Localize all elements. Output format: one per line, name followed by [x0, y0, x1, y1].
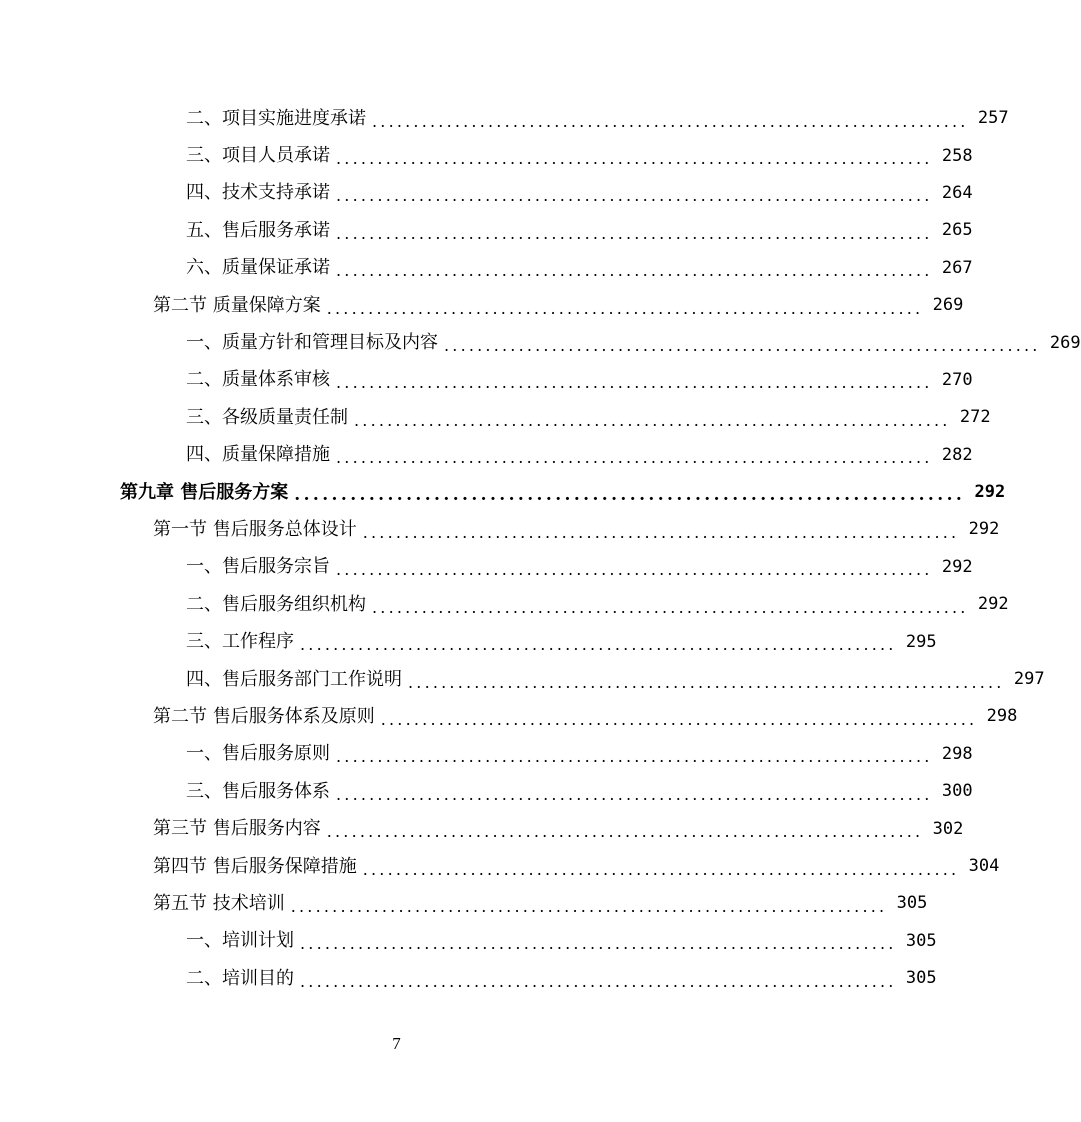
toc-entry[interactable]	[0, 324, 1081, 361]
toc-entry[interactable]	[0, 287, 964, 324]
toc-dot-leader: ........................................................................	[300, 971, 897, 991]
toc-dot-leader: ........................................................................	[290, 896, 888, 916]
toc-entry[interactable]	[0, 399, 991, 436]
toc-dot-leader: ........................................................................	[380, 709, 978, 729]
toc-entry-page: 292	[968, 519, 1000, 540]
toc-entry[interactable]	[0, 250, 973, 287]
toc-entry[interactable]	[0, 437, 973, 474]
toc-dot-leader: ........................................................................	[372, 597, 969, 617]
toc-entry-title: 一、售后服务原则	[186, 743, 330, 765]
toc-entry-title: 第二节 质量保障方案	[153, 294, 321, 316]
toc-dot-leader: ........................................................................	[294, 485, 966, 506]
toc-entry[interactable]	[0, 212, 973, 249]
toc-entry[interactable]	[0, 474, 1006, 511]
toc-dot-leader: ........................................................................	[408, 672, 1005, 692]
toc-entry-title: 四、售后服务部门工作说明	[186, 668, 402, 690]
toc-entry-page: 267	[941, 257, 973, 278]
toc-entry-page: 297	[1013, 669, 1045, 690]
toc-entry-page: 292	[974, 482, 1006, 503]
toc-entry-page: 282	[941, 444, 973, 465]
toc-entry-title: 第五节 技术培训	[153, 892, 285, 914]
toc-entry[interactable]	[0, 960, 937, 997]
toc-entry-page: 257	[977, 108, 1009, 129]
toc-entry-page: 258	[941, 145, 973, 166]
toc-dot-leader: ........................................................................	[336, 560, 933, 580]
toc-entry-page: 265	[941, 220, 973, 241]
toc-entry-title: 三、售后服务体系	[186, 780, 330, 802]
toc-entry-title: 第一节 售后服务总体设计	[153, 518, 357, 540]
toc-entry[interactable]	[0, 586, 1009, 623]
toc-entry[interactable]	[0, 623, 937, 660]
toc-entry-title: 五、售后服务承诺	[186, 219, 330, 241]
toc-entry-page: 305	[896, 893, 928, 914]
toc-entry-title: 三、各级质量责任制	[186, 406, 348, 428]
table-of-contents	[0, 100, 1081, 997]
toc-dot-leader: ........................................................................	[326, 298, 924, 318]
toc-entry-title: 二、质量体系审核	[186, 369, 330, 391]
toc-entry-title: 第二节 售后服务体系及原则	[153, 705, 375, 727]
toc-entry-title: 第九章 售后服务方案	[120, 481, 289, 503]
toc-entry-title: 第三节 售后服务内容	[153, 818, 321, 840]
toc-dot-leader: ........................................................................	[336, 784, 933, 804]
toc-dot-leader: ........................................................................	[444, 336, 1041, 356]
toc-entry-page: 305	[905, 930, 937, 951]
toc-dot-leader: ........................................................................	[362, 859, 960, 879]
toc-entry-title: 二、售后服务组织机构	[186, 593, 366, 615]
toc-entry-title: 一、售后服务宗旨	[186, 556, 330, 578]
toc-entry-page: 270	[941, 369, 973, 390]
toc-entry-page: 269	[1049, 332, 1081, 353]
toc-entry-page: 300	[941, 781, 973, 802]
toc-entry[interactable]	[0, 100, 1009, 137]
toc-dot-leader: ........................................................................	[354, 410, 951, 430]
toc-entry[interactable]	[0, 923, 937, 960]
toc-entry-page: 304	[968, 856, 1000, 876]
toc-entry[interactable]	[0, 848, 1000, 885]
toc-entry[interactable]	[0, 810, 964, 847]
toc-entry[interactable]	[0, 698, 1018, 735]
toc-entry-title: 六、质量保证承诺	[186, 257, 330, 279]
toc-dot-leader: ........................................................................	[372, 111, 969, 131]
toc-entry-title: 二、项目实施进度承诺	[186, 107, 366, 129]
toc-entry[interactable]	[0, 549, 973, 586]
toc-entry[interactable]	[0, 137, 973, 174]
toc-entry-page: 302	[932, 818, 964, 839]
toc-dot-leader: ........................................................................	[336, 448, 933, 468]
toc-entry[interactable]	[0, 511, 1000, 548]
toc-dot-leader: ........................................................................	[336, 261, 933, 281]
toc-entry-title: 第四节 售后服务保障措施	[153, 855, 357, 877]
toc-entry[interactable]	[0, 661, 1045, 698]
toc-entry-title: 四、技术支持承诺	[186, 182, 330, 204]
toc-entry-title: 一、培训计划	[186, 930, 294, 952]
toc-entry[interactable]	[0, 736, 973, 773]
toc-entry-page: 269	[932, 295, 964, 316]
toc-entry-page: 292	[977, 594, 1009, 615]
toc-dot-leader: ........................................................................	[336, 373, 933, 393]
toc-entry[interactable]	[0, 175, 973, 212]
toc-entry[interactable]	[0, 885, 928, 922]
toc-dot-leader: ........................................................................	[336, 747, 933, 767]
toc-entry-page: 298	[986, 706, 1018, 727]
toc-entry-title: 三、项目人员承诺	[186, 145, 330, 167]
toc-dot-leader: ........................................................................	[336, 186, 933, 206]
toc-entry-title: 一、质量方针和管理目标及内容	[186, 332, 438, 354]
toc-entry-page: 298	[941, 743, 973, 764]
toc-entry-page: 292	[941, 556, 973, 577]
toc-entry-page: 264	[941, 182, 973, 203]
toc-dot-leader: ........................................................................	[300, 635, 897, 655]
toc-entry-page: 295	[905, 631, 937, 652]
toc-entry-title: 二、培训目的	[186, 967, 294, 989]
toc-entry-title: 三、工作程序	[186, 631, 294, 653]
toc-entry-page: 305	[905, 968, 937, 989]
toc-dot-leader: ........................................................................	[300, 934, 897, 954]
page-number: 7	[392, 1034, 401, 1053]
toc-entry[interactable]	[0, 362, 973, 399]
toc-dot-leader: ........................................................................	[336, 149, 933, 169]
toc-entry[interactable]	[0, 773, 973, 810]
toc-dot-leader: ........................................................................	[326, 822, 924, 842]
toc-entry-title: 四、质量保障措施	[186, 444, 330, 466]
toc-dot-leader: ........................................................................	[336, 223, 933, 243]
toc-dot-leader: ........................................................................	[362, 522, 960, 542]
toc-entry-page: 272	[959, 407, 991, 428]
